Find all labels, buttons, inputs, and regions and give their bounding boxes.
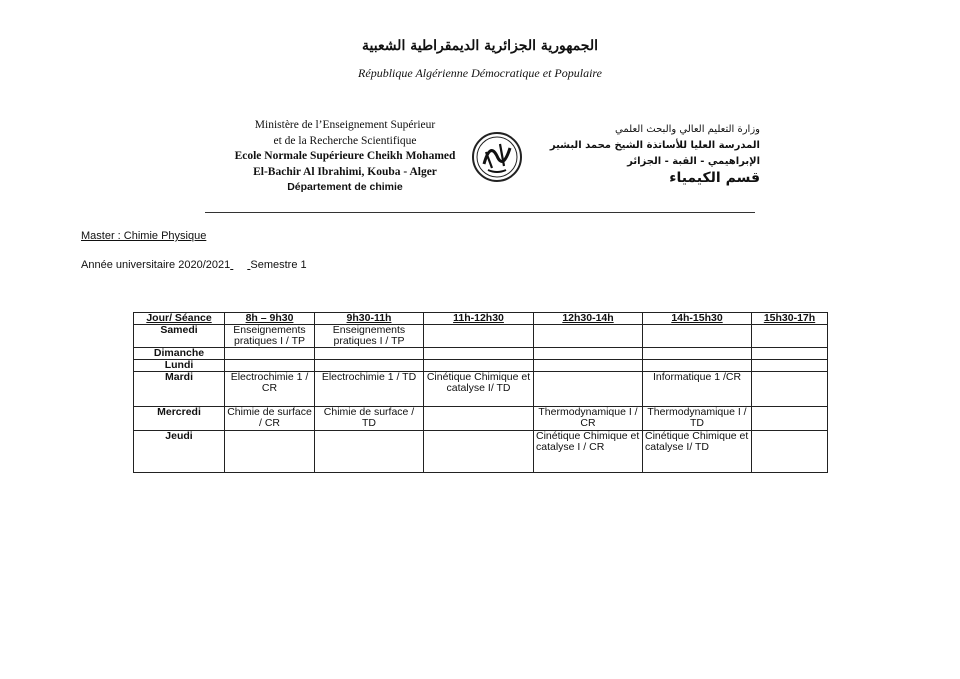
- session-cell: Enseignements pratiques I / TP: [225, 325, 315, 348]
- session-cell: [752, 360, 828, 372]
- day-cell: Jeudi: [134, 431, 225, 473]
- table-row: [134, 348, 828, 360]
- semester-label: Semestre 1: [250, 259, 307, 271]
- session-cell: [315, 431, 424, 473]
- column-header: 9h30-11h: [315, 313, 424, 325]
- session-cell: Cinétique Chimique et catalyse I/ TD: [424, 372, 534, 407]
- day-cell: Lundi: [134, 360, 225, 372]
- column-header: 8h – 9h30: [225, 313, 315, 325]
- session-cell: [752, 372, 828, 407]
- session-cell: Electrochimie 1 / CR: [225, 372, 315, 407]
- header-divider: [205, 212, 755, 213]
- academic-year-line: [81, 259, 307, 271]
- session-cell: [424, 348, 534, 360]
- session-cell: [315, 360, 424, 372]
- session-cell: [225, 360, 315, 372]
- table-row: [134, 407, 828, 431]
- session-cell: [534, 348, 643, 360]
- column-header: 14h-15h30: [643, 313, 752, 325]
- session-cell: Thermodynamique I / CR: [534, 407, 643, 431]
- day-cell: Mercredi: [134, 407, 225, 431]
- arabic-school-line-2: الإبراهيمي - القبة - الجزائر: [627, 156, 760, 167]
- session-cell: Electrochimie 1 / TD: [315, 372, 424, 407]
- session-cell: [424, 360, 534, 372]
- column-header: 15h30-17h: [752, 313, 828, 325]
- day-cell: Samedi: [134, 325, 225, 348]
- session-cell: [225, 348, 315, 360]
- session-cell: [643, 348, 752, 360]
- table-row: [134, 372, 828, 407]
- session-cell: Chimie de surface / CR: [225, 407, 315, 431]
- column-header: Jour/ Séance: [134, 313, 225, 325]
- school-logo: [470, 130, 524, 184]
- session-cell: [424, 407, 534, 431]
- session-cell: Enseignements pratiques I / TP: [315, 325, 424, 348]
- department-name: Département de chimie: [287, 181, 403, 193]
- timetable-header-row: [134, 313, 828, 325]
- session-cell: [534, 372, 643, 407]
- institution-french-block: [200, 118, 490, 196]
- session-cell: [752, 407, 828, 431]
- french-republic-title: République Algérienne Démocratique et Populaire: [358, 66, 602, 80]
- session-cell: Cinétique Chimique et catalyse I/ TD: [643, 431, 752, 473]
- session-cell: Thermodynamique I / TD: [643, 407, 752, 431]
- day-cell: Dimanche: [134, 348, 225, 360]
- ministry-line-2: et de la Recherche Scientifique: [273, 134, 417, 147]
- arabic-ministry: وزارة التعليم العالي والبحث العلمي: [615, 124, 760, 135]
- master-program-label: Master : Chimie Physique: [81, 230, 207, 242]
- session-cell: [752, 348, 828, 360]
- session-cell: Cinétique Chimique et catalyse I / CR: [534, 431, 643, 473]
- session-cell: [424, 431, 534, 473]
- session-cell: [752, 325, 828, 348]
- ministry-line-1: Ministère de l’Enseignement Supérieur: [254, 119, 436, 131]
- session-cell: [424, 325, 534, 348]
- arabic-school-line-1: المدرسة العليا للأساتذة الشيخ محمد البشير: [549, 140, 760, 151]
- session-cell: [752, 431, 828, 473]
- session-cell: [534, 360, 643, 372]
- academic-year: Année universitaire 2020/2021: [81, 259, 231, 271]
- institution-arabic-block: [530, 122, 760, 186]
- column-header: 12h30-14h: [534, 313, 643, 325]
- day-cell: Mardi: [134, 372, 225, 407]
- timetable: [133, 312, 828, 473]
- table-row: [134, 325, 828, 348]
- table-row: [134, 431, 828, 473]
- session-cell: [643, 325, 752, 348]
- arabic-department: قسم الكيمياء: [669, 170, 760, 186]
- table-row: [134, 360, 828, 372]
- column-header: 11h-12h30: [424, 313, 534, 325]
- arabic-republic-title: الجمهورية الجزائرية الديمقراطية الشعبية: [361, 38, 598, 54]
- school-name-line-2: El-Bachir Al Ibrahimi, Kouba - Alger: [253, 165, 437, 178]
- session-cell: [315, 348, 424, 360]
- school-name-line-1: Ecole Normale Supérieure Cheikh Mohamed: [234, 150, 456, 162]
- session-cell: [643, 360, 752, 372]
- session-cell: Chimie de surface / TD: [315, 407, 424, 431]
- session-cell: [225, 431, 315, 473]
- session-cell: Informatique 1 /CR: [643, 372, 752, 407]
- session-cell: [534, 325, 643, 348]
